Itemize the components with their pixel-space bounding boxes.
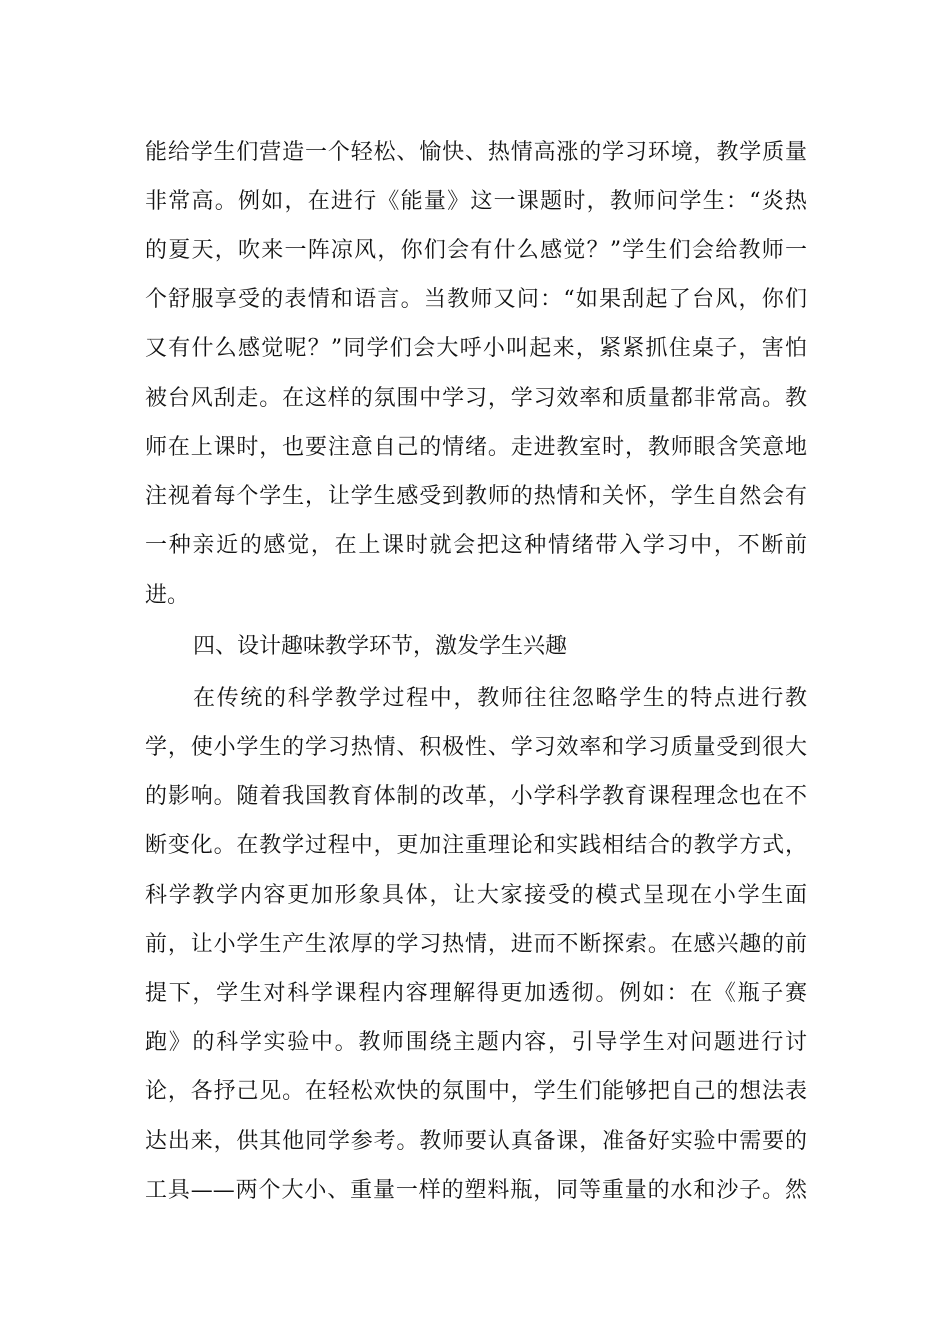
paragraph-line: 一种亲近的感觉，在上课时就会把这种情绪带入学习中，不断前 [145, 533, 807, 558]
paragraph-line: 被台风刮走。在这样的氛围中学习，学习效率和质量都非常高。教 [145, 386, 807, 411]
paragraph-line: 工具——两个大小、重量一样的塑料瓶，同等重量的水和沙子。然 [145, 1178, 807, 1203]
section-heading: 四、设计趣味教学环节，激发学生兴趣 [193, 634, 568, 659]
paragraph-line: 能给学生们营造一个轻松、愉快、热情高涨的学习环境，教学质量 [145, 140, 807, 165]
paragraph-line: 个舒服享受的表情和语言。当教师又问：“如果刮起了台风，你们 [145, 287, 807, 312]
paragraph-line: 进。 [145, 583, 190, 608]
paragraph-line: 提下，学生对科学课程内容理解得更加透彻。例如：在《瓶子赛 [145, 981, 807, 1006]
paragraph-line: 注视着每个学生，让学生感受到教师的热情和关怀，学生自然会有 [145, 484, 807, 509]
paragraph-line: 的影响。随着我国教育体制的改革，小学科学教育课程理念也在不 [145, 784, 807, 809]
paragraph-line: 科学教学内容更加形象具体，让大家接受的模式呈现在小学生面 [145, 883, 807, 908]
paragraph-line: 的夏天，吹来一阵凉风，你们会有什么感觉？”学生们会给教师一 [145, 238, 807, 263]
paragraph-line: 师在上课时，也要注意自己的情绪。走进教室时，教师眼含笑意地 [145, 435, 807, 460]
paragraph-line: 论，各抒己见。在轻松欢快的氛围中，学生们能够把自己的想法表 [145, 1079, 807, 1104]
paragraph-line: 在传统的科学教学过程中，教师往往忽略学生的特点进行教 [193, 686, 807, 711]
paragraph-line: 前，让小学生产生浓厚的学习热情，进而不断探索。在感兴趣的前 [145, 932, 807, 957]
paragraph-line: 又有什么感觉呢？”同学们会大呼小叫起来，紧紧抓住桌子，害怕 [145, 336, 807, 361]
paragraph-line: 跑》的科学实验中。教师围绕主题内容，引导学生对问题进行讨 [145, 1030, 807, 1055]
paragraph-line: 达出来，供其他同学参考。教师要认真备课，准备好实验中需要的 [145, 1129, 807, 1154]
paragraph-line: 学，使小学生的学习热情、积极性、学习效率和学习质量受到很大 [145, 735, 807, 760]
paragraph-line: 断变化。在教学过程中，更加注重理论和实践相结合的教学方式， [145, 833, 807, 858]
paragraph-line: 非常高。例如，在进行《能量》这一课题时，教师问学生：“炎热 [145, 189, 807, 214]
